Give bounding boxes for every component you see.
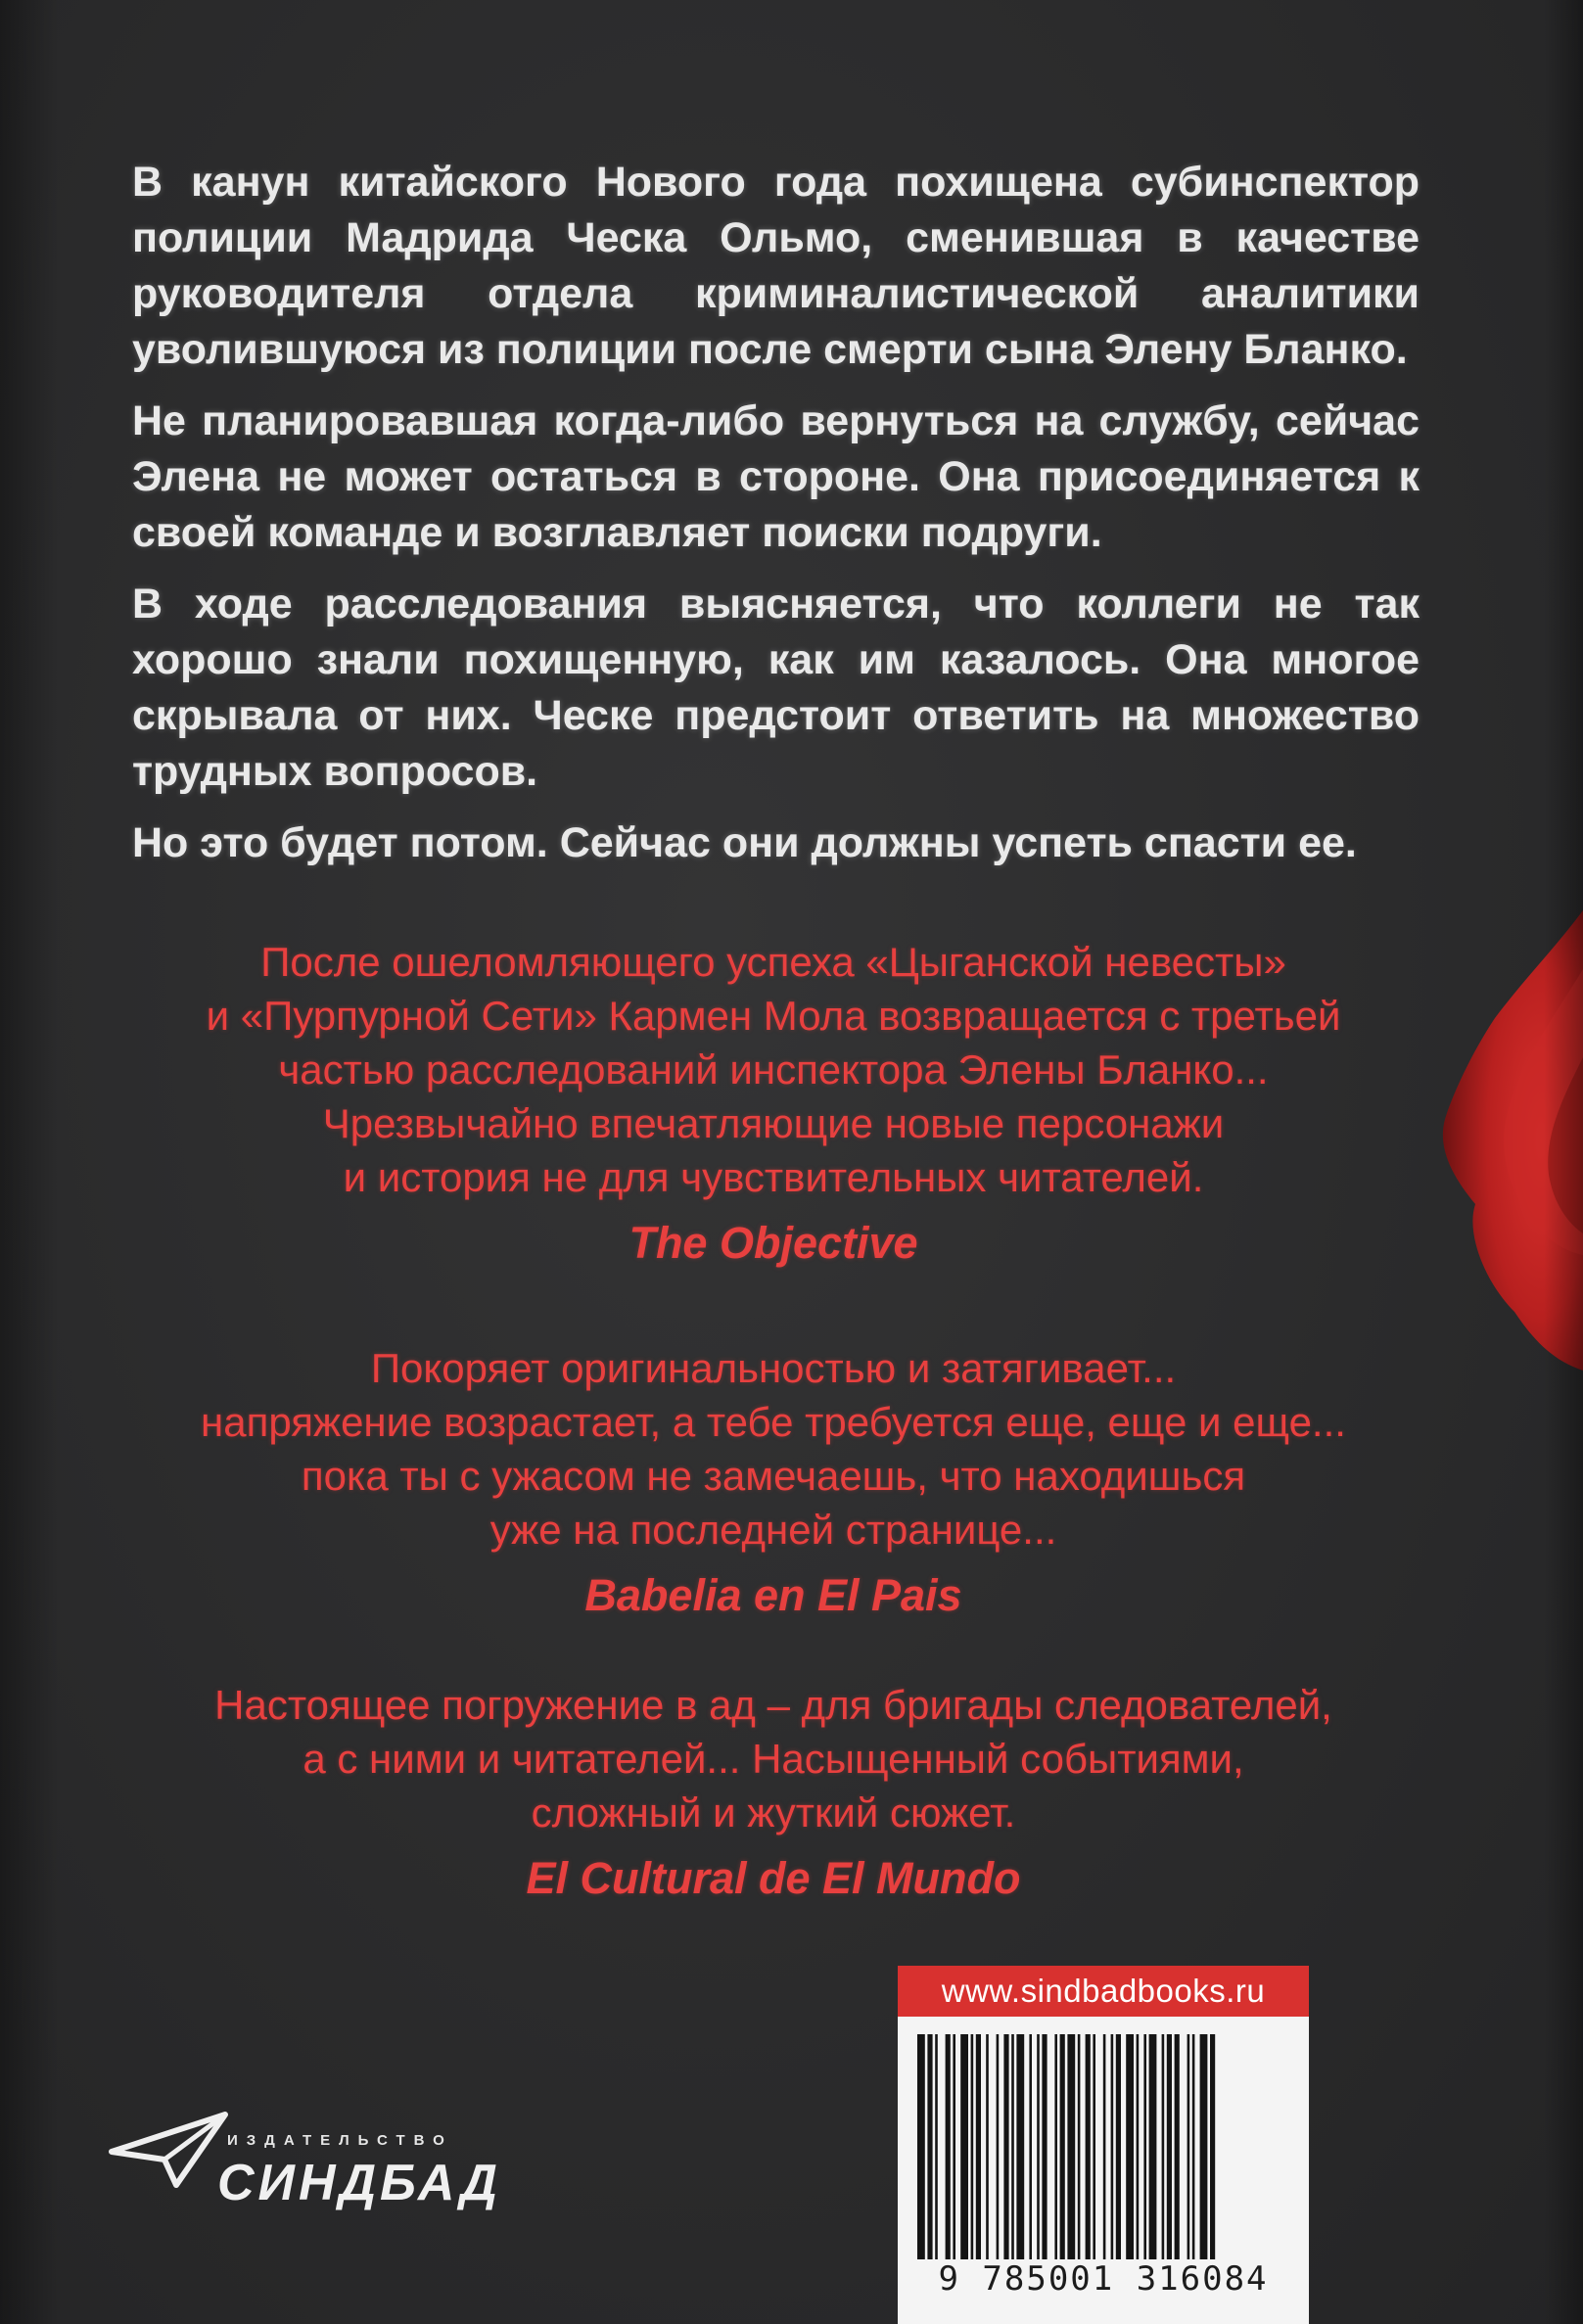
barcode-bar [1103, 2034, 1106, 2259]
barcode-bar [1143, 2034, 1146, 2259]
review-2-line-1: Покоряет оригинальностью и затягивает... [370, 1345, 1177, 1391]
barcode-bar [1137, 2034, 1140, 2259]
review-1-line-1: После ошеломляющего успеха «Цыганской невесты» [260, 939, 1286, 985]
barcode-bar [971, 2034, 974, 2259]
publisher-label: ИЗДАТЕЛЬСТВО [227, 2132, 453, 2149]
barcode-bar [1042, 2034, 1047, 2259]
barcode-bar [1093, 2034, 1095, 2259]
review-2-line-2: напряжение возрастает, а тебе требуется еще, еще и еще... [201, 1399, 1346, 1445]
barcode-bar [927, 2034, 932, 2259]
barcode-bar [1126, 2034, 1134, 2259]
barcode-bar [1067, 2034, 1075, 2259]
barcode-bar [1078, 2034, 1081, 2259]
isbn-digits: 9 785001 316084 [938, 2259, 1269, 2299]
barcode-bar [1175, 2034, 1180, 2259]
barcode-bar [1054, 2034, 1057, 2259]
barcode-bar [986, 2034, 989, 2259]
review-source: El Cultural de El Mundo [526, 1853, 1021, 1903]
review-quote [147, 1341, 1400, 1557]
barcode-bar [1200, 2034, 1208, 2259]
review-1-line-4: Чрезвычайно впечатляющие новые персонажи [322, 1100, 1225, 1146]
reviews-section [147, 935, 1400, 1976]
review-source: The Objective [629, 1218, 918, 1268]
review-source: Babelia en El Pais [584, 1570, 962, 1620]
synopsis-paragraph-3: В ходе расследования выясняется, что коллеги не так хорошо знали похищенную, как им казалось. Она многое скрывала от них. Ческе предстоит ответить на множество трудных вопросов. [132, 581, 1420, 795]
barcode-bar [946, 2034, 951, 2259]
review-3-line-1: Настоящее погружение в ад – для бригады следователей, [214, 1682, 1332, 1728]
barcode-panel [898, 1966, 1309, 2324]
review-1-line-5: и история не для чувствительных читателей. [343, 1154, 1204, 1200]
barcode-bar [1111, 2034, 1114, 2259]
barcode-bar [1060, 2034, 1065, 2259]
barcode-bar [1162, 2034, 1165, 2259]
barcode-bar [976, 2034, 981, 2259]
barcode-bar [917, 2034, 925, 2259]
barcode-bar [1016, 2034, 1024, 2259]
synopsis-paragraph-4: Но это будет потом. Сейчас они должны успеть спасти ее. [132, 819, 1357, 866]
synopsis-paragraph-1: В канун китайского Нового года похищена субинспектор полиции Мадрида Ческа Ольмо, сменившая в качестве руководителя отдела криминалистической аналитики уволившуюся из полиции после смерти сына Элену Бланко. [132, 159, 1420, 373]
publisher-url: www.sindbadbooks.ru [898, 1966, 1309, 2017]
barcode-bar [960, 2034, 968, 2259]
review-1-line-3: частью расследований инспектора Элены Бланко... [278, 1046, 1269, 1092]
barcode-bar [1149, 2034, 1157, 2259]
synopsis-block [132, 155, 1420, 887]
review-quote [147, 935, 1400, 1204]
barcode-bar [1210, 2034, 1215, 2259]
barcode-bar [953, 2034, 955, 2259]
barcode-icon [911, 2034, 1295, 2259]
barcode-bar [1086, 2034, 1091, 2259]
barcode-bar [1003, 2034, 1008, 2259]
barcode-bar [997, 2034, 1000, 2259]
review-1-line-2: и «Пурпурной Сети» Кармен Мола возвращается с третьей [206, 993, 1341, 1039]
review-2 [147, 1341, 1400, 1623]
barcode-bar [1187, 2034, 1190, 2259]
review-1 [147, 935, 1400, 1271]
barcode-bar [1167, 2034, 1172, 2259]
review-2-line-4: уже на последней странице... [489, 1507, 1057, 1553]
review-2-line-3: пока ты с ужасом не замечаешь, что находишься [301, 1453, 1246, 1499]
synopsis-paragraph-2: Не планировавшая когда-либо вернуться на службу, сейчас Элена не может остаться в стороне. Она присоединяется к своей команде и возглавляет поиски подруги. [132, 397, 1420, 556]
barcode-bar [1029, 2034, 1032, 2259]
publisher-name: СИНДБАД [217, 2155, 501, 2211]
barcode-bar [1116, 2034, 1121, 2259]
publisher-logo [108, 2095, 519, 2211]
barcode-bar [935, 2034, 938, 2259]
review-3-line-3: сложный и жуткий сюжет. [531, 1789, 1016, 1836]
review-quote [147, 1678, 1400, 1839]
rose-petal-decoration [1407, 910, 1583, 1459]
barcode-bar [1011, 2034, 1014, 2259]
barcode-bar [1037, 2034, 1040, 2259]
review-3 [147, 1678, 1400, 1906]
barcode-bar [1192, 2034, 1195, 2259]
review-3-line-2: а с ними и читателей... Насыщенный событиями, [303, 1736, 1244, 1782]
